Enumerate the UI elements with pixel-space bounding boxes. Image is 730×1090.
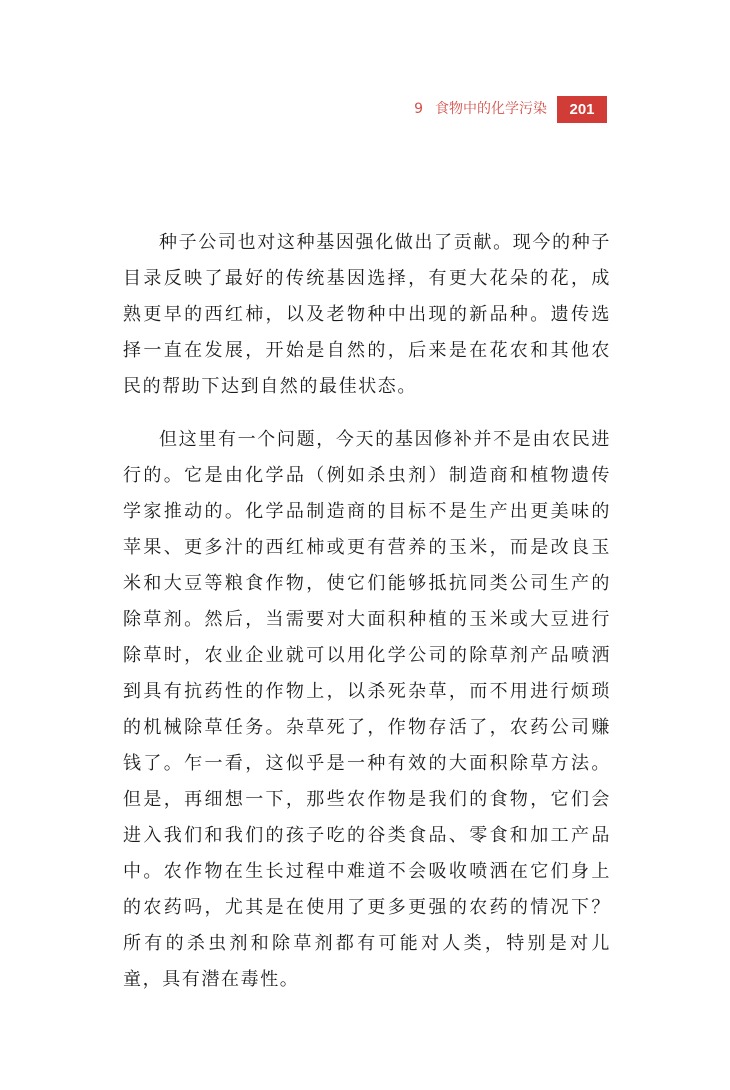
body-text bbox=[123, 225, 611, 998]
page-number: 201 bbox=[557, 96, 607, 123]
chapter-heading bbox=[414, 96, 547, 123]
chapter-title: 食物中的化学污染 bbox=[435, 101, 547, 117]
paragraph-1: 种子公司也对这种基因强化做出了贡献。现今的种子目录反映了最好的传统基因选择，有更大花朵的花，成熟更早的西红柿，以及老物种中出现的新品种。遗传选择一直在发展，开始是自然的，后来是在花农和其他农民的帮助下达到自然的最佳状态。 bbox=[123, 232, 611, 397]
running-head bbox=[414, 96, 607, 123]
chapter-number: 9 bbox=[414, 101, 423, 117]
paragraph-2: 但这里有一个问题，今天的基因修补并不是由农民进行的。它是由化学品（例如杀虫剂）制造商和植物遗传学家推动的。化学品制造商的目标不是生产出更美味的苹果、更多汁的西红柿或更有营养的玉米，而是改良玉米和大豆等粮食作物，使它们能够抵抗同类公司生产的除草剂。然后，当需要对大面积种植的玉米或大豆进行除草时，农业企业就可以用化学公司的除草剂产品喷洒到具有抗药性的作物上，以杀死杂草，而不用进行烦琐的机械除草任务。杂草死了，作物存活了，农药公司赚钱了。乍一看，这似乎是一种有效的大面积除草方法。但是，再细想一下，那些农作物是我们的食物，它们会进入我们和我们的孩子吃的谷类食品、零食和加工产品中。农作物在生长过程中难道不会吸收喷洒在它们身上的农药吗，尤其是在使用了更多更强的农药的情况下？所有的杀虫剂和除草剂都有可能对人类，特别是对儿童，具有潜在毒性。 bbox=[123, 429, 611, 990]
